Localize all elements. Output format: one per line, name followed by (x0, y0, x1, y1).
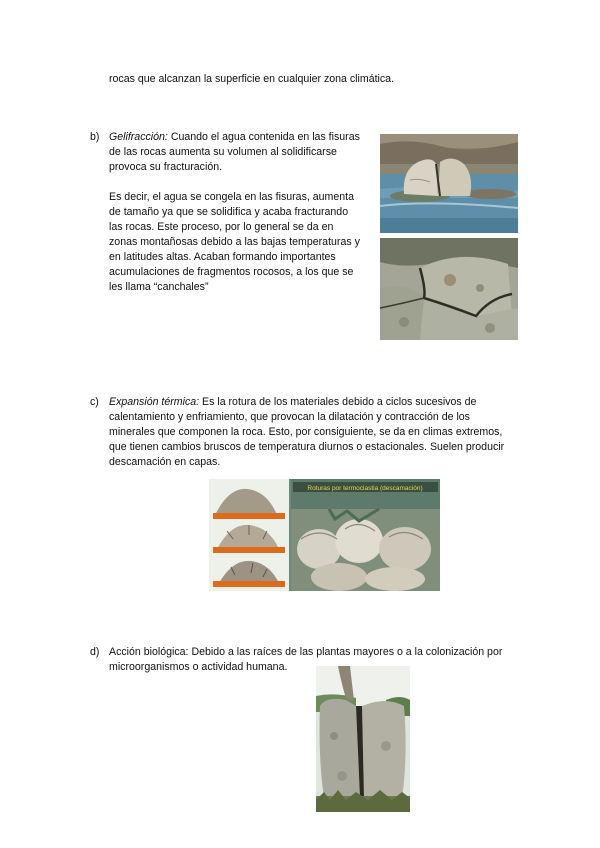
section-b-lead-line: Cuando el agua contenida en las fisuras (167, 131, 360, 143)
section-b-lead-line: de las rocas aumenta su volumen al solidificarse (109, 146, 337, 158)
section-c-line: calentamiento y enfriamiento, que provocan la dilatación y contracción de los (109, 411, 470, 423)
section-d-marker: d) (90, 646, 100, 658)
section-b-body-line: las rocas. Este proceso, por lo general se da en (109, 221, 334, 233)
section-c-term: Expansión térmica: (109, 396, 200, 408)
section-d-line: microorganismos o actividad humana. (109, 661, 288, 673)
section-b-body-line: en latitudes altas. Acaban formando importantes (109, 251, 336, 263)
section-d-line: Debido a las raíces de las plantas mayores o a la colonización por (188, 646, 503, 658)
section-b-body-line: de tamaño ya que se solidifica y acaba fracturando (109, 206, 349, 218)
section-b-body-line: zonas montañosas debido a las bajas temperaturas y (109, 236, 360, 248)
section-b-body-line: les llama “canchales” (109, 281, 209, 293)
thermal-expansion-figure (209, 479, 440, 591)
thermal-image-caption: Roturas por termoclastia (descamación) (307, 485, 423, 492)
section-b-term: Gelifracción: (109, 131, 168, 143)
section-d-term: Acción biológica: (109, 646, 189, 658)
section-c-line: que tienen cambios bruscos de temperatura diurnos o estacionales. Suelen producir (109, 441, 505, 453)
section-b-marker: b) (90, 131, 100, 143)
section-c-marker: c) (90, 396, 99, 408)
section-c-line: Es la rotura de los materiales debido a ciclos sucesivos de (199, 396, 477, 408)
split-boulder-photo (380, 134, 518, 233)
section-b-body (109, 190, 360, 295)
section-b-lead-line: provoca su fracturación. (109, 161, 223, 173)
root-splitting-rock-photo (316, 666, 410, 812)
section-c-line: descamación en capas. (109, 456, 221, 468)
intro-line: rocas que alcanzan la superficie en cualquier zona climática. (109, 73, 395, 85)
section-d-text (109, 645, 502, 675)
section-c-line: minerales que componen la roca. Esto, por consiguiente, se da en climas extremos, (109, 426, 503, 438)
section-b-body-line: Es decir, el agua se congela en las fisuras, aumenta (109, 191, 354, 203)
cracked-rock-photo (380, 238, 518, 340)
section-b-body-line: acumulaciones de fragmentos rocosos, a los que se (109, 266, 354, 278)
section-b-lead (109, 130, 360, 175)
section-c-text (109, 395, 504, 470)
